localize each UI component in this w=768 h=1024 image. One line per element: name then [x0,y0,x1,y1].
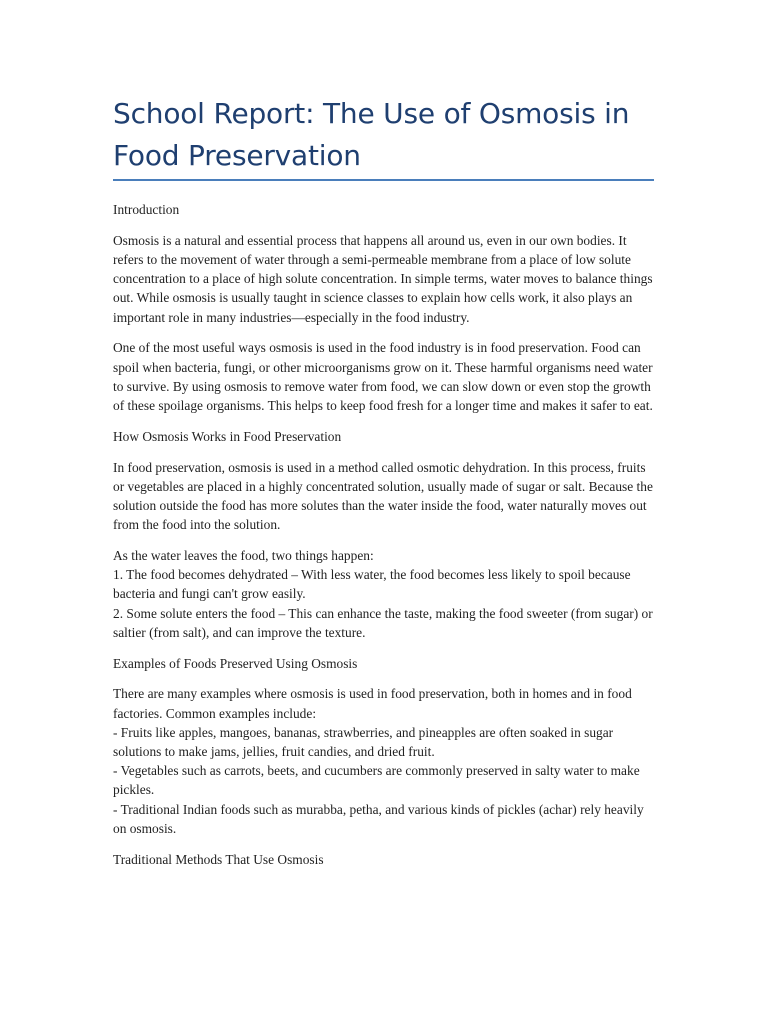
list-intro-line: There are many examples where osmosis is used in food preservation, both in homes and in food factories. Common examples include: [113,686,632,721]
list-intro-line: As the water leaves the food, two things happen: [113,548,374,564]
list-item: - Vegetables such as carrots, beets, and cucumbers are commonly preserved in salty water to make pickles. [113,763,640,798]
section-heading-introduction: Introduction [113,202,180,217]
list-item: - Fruits like apples, mangoes, bananas, strawberries, and pineapples are often soaked in sugar solutions to make jams, jellies, fruit candies, and dried fruit. [113,724,614,760]
list-item: 1. The food becomes dehydrated – With less water, the food becomes less likely to spoil because bacteria and fungi can't grow easily. [113,567,631,602]
water-leaves-list [113,546,658,642]
document-body [113,200,658,880]
section-heading-examples: Examples of Foods Preserved Using Osmosis [113,655,358,671]
paragraph-osmotic-dehydration: In food preservation, osmosis is used in a method called osmotic dehydration. In this process, fruits or vegetables are placed in a highly concentrated solution, usually made of sugar or salt. Because the solution outside the food has more solutes than the water inside the food, water naturally moves out from the food into the solution. [113,459,653,533]
paragraph-osmosis-definition: Osmosis is a natural and essential process that happens all around us, even in our own bodies. It refers to the movement of water through a semi-permeable membrane from a place of low solute concentration to a place of high solute concentration. In simple terms, water moves to balance things out. While osmosis is usually taught in science classes to explain how cells work, it also plays an important role in many industries—especially in the food industry. [113,232,653,325]
list-item: - Traditional Indian foods such as murabba, petha, and various kinds of pickles (achar) rely heavily on osmosis. [113,801,644,836]
section-heading-traditional-methods: Traditional Methods That Use Osmosis [113,851,324,867]
examples-list [113,684,658,838]
document-title: School Report: The Use of Osmosis in Food Preservation [113,97,630,172]
section-heading-how-osmosis-works: How Osmosis Works in Food Preservation [113,428,342,444]
list-item: 2. Some solute enters the food – This can enhance the taste, making the food sweeter (from sugar) or saltier (from salt), and can improve the texture. [113,605,653,640]
paragraph-food-preservation: One of the most useful ways osmosis is used in the food industry is in food preservation. Food can spoil when bacteria, fungi, or other microorganisms grow on it. These harmful organisms need water to survive. By using osmosis to remove water from food, we can slow down or even stop the growth of these spoilage organisms. This helps to keep food fresh for a longer time and makes it safer to eat. [113,340,653,414]
title-underline [113,179,654,181]
